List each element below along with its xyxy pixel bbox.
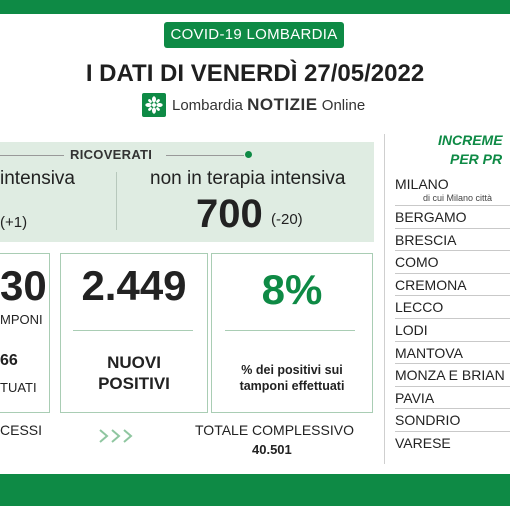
list-item bbox=[395, 206, 510, 229]
brand-bold: NOTIZIE bbox=[247, 95, 318, 114]
bottom-band bbox=[0, 474, 510, 506]
non-intensive-label: non in terapia intensiva bbox=[150, 168, 346, 189]
decessi-total-value: 40.501 bbox=[252, 442, 292, 457]
list-item bbox=[395, 174, 510, 206]
percentuale-label bbox=[211, 362, 373, 394]
ricoverati-dot bbox=[245, 151, 252, 158]
province-name: VARESE bbox=[395, 434, 451, 451]
positivi-label bbox=[60, 352, 208, 394]
province-name: LECCO bbox=[395, 299, 444, 316]
tamponi-performed-value: 66 bbox=[0, 352, 18, 369]
province-title-line2: PER PR bbox=[450, 151, 503, 167]
list-item bbox=[395, 342, 510, 365]
province-name: BRESCIA bbox=[395, 231, 457, 248]
brand[interactable] bbox=[142, 92, 365, 118]
ricoverati-panel bbox=[0, 142, 374, 242]
province-name: MILANO bbox=[395, 176, 449, 192]
tamponi-value: 30 bbox=[0, 262, 47, 309]
province-name: LODI bbox=[395, 321, 428, 338]
province-name: MONZA E BRIAN bbox=[395, 367, 505, 384]
list-item bbox=[395, 319, 510, 342]
non-intensive-delta: (-20) bbox=[271, 211, 303, 228]
milano-city-note: di cui Milano città bbox=[423, 193, 493, 203]
list-item bbox=[395, 432, 510, 455]
brand-name bbox=[172, 95, 365, 115]
decessi-total-label: TOTALE COMPLESSIVO bbox=[195, 422, 354, 438]
intensive-care-label: intensiva bbox=[0, 168, 75, 189]
percentuale-label-line1: % dei positivi sui bbox=[241, 363, 343, 377]
brand-post: Online bbox=[321, 97, 366, 114]
percentuale-value: 8% bbox=[261, 266, 323, 313]
ricoverati-rule-right bbox=[166, 155, 244, 156]
decessi-label: CESSI bbox=[0, 422, 43, 438]
positivi-rule bbox=[73, 330, 193, 331]
list-item bbox=[395, 229, 510, 252]
intensive-care-delta: (+1) bbox=[0, 214, 28, 231]
top-band bbox=[0, 0, 510, 14]
percentuale-label-line2: tamponi effettuati bbox=[239, 379, 345, 393]
ricoverati-rule-left bbox=[0, 155, 64, 156]
tamponi-performed-label: TUATI bbox=[0, 380, 37, 395]
list-item bbox=[395, 274, 510, 297]
positivi-value: 2.449 bbox=[81, 262, 187, 309]
province-name: CREMONA bbox=[395, 276, 467, 293]
province-title bbox=[438, 131, 503, 169]
province-name: PAVIA bbox=[395, 389, 435, 406]
list-item bbox=[395, 387, 510, 410]
column-divider bbox=[384, 134, 385, 464]
chevrons-icon bbox=[98, 428, 140, 444]
brand-pre: Lombardia bbox=[172, 97, 243, 114]
positivi-label-line1: NUOVI bbox=[107, 353, 161, 372]
non-intensive-value: 700 bbox=[196, 192, 263, 236]
tamponi-label: MPONI bbox=[0, 312, 43, 327]
page-title: I DATI DI VENERDÌ 27/05/2022 bbox=[85, 60, 425, 87]
list-item bbox=[395, 364, 510, 387]
province-name: SONDRIO bbox=[395, 412, 461, 429]
list-item bbox=[395, 296, 510, 319]
list-item bbox=[395, 409, 510, 432]
percentuale-rule bbox=[225, 330, 355, 331]
ricoverati-divider bbox=[116, 172, 117, 230]
province-list bbox=[395, 174, 510, 455]
province-name: MANTOVA bbox=[395, 344, 463, 361]
province-name: COMO bbox=[395, 254, 439, 271]
ricoverati-title: RICOVERATI bbox=[70, 147, 153, 162]
positivi-label-line2: POSITIVI bbox=[98, 374, 170, 393]
province-name: BERGAMO bbox=[395, 209, 467, 225]
region-badge: COVID-19 LOMBARDIA bbox=[164, 22, 344, 48]
list-item bbox=[395, 251, 510, 274]
province-title-line1: INCREME bbox=[438, 132, 503, 148]
lombardia-rose-icon bbox=[142, 93, 166, 117]
